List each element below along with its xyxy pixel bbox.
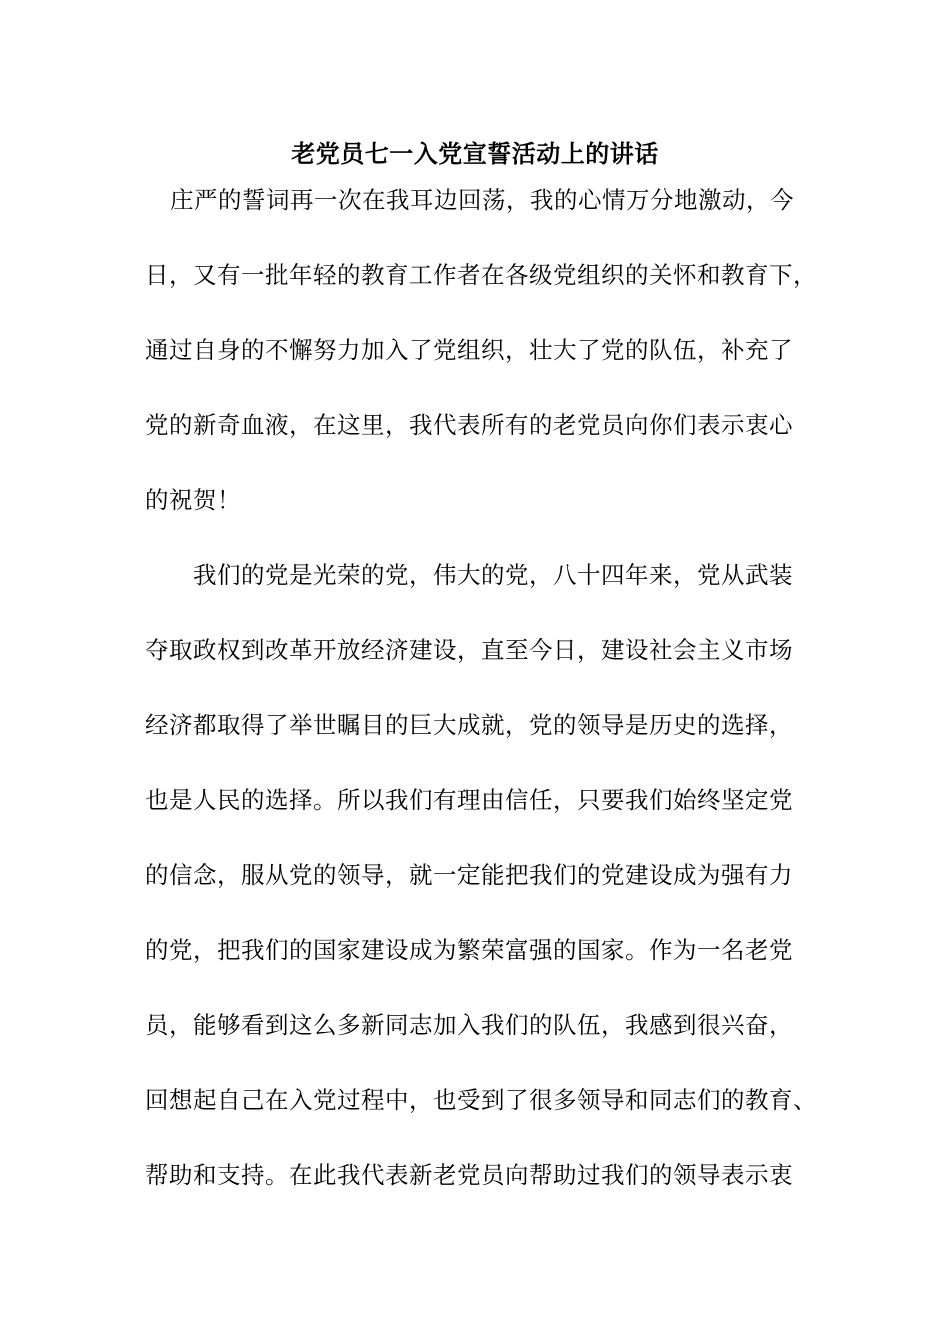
paragraph-2-line-8: 回想起自己在入党过程中，也受到了很多领导和同志们的教育、 [145, 1086, 817, 1114]
paragraph-1-line-5: 的祝贺！ [145, 486, 241, 514]
paragraph-2-line-1: 我们的党是光荣的党，伟大的党，八十四年来，党从武装 [193, 561, 793, 589]
paragraph-1-line-2: 日，又有一批年轻的教育工作者在各级党组织的关怀和教育下， [145, 261, 817, 289]
paragraph-1-line-1: 庄严的誓词再一次在我耳边回荡，我的心情万分地激动，今 [170, 186, 794, 214]
paragraph-2-line-4: 也是人民的选择。所以我们有理由信任，只要我们始终坚定党 [145, 786, 793, 814]
paragraph-2-line-9: 帮助和支持。在此我代表新老党员向帮助过我们的领导表示衷 [145, 1161, 793, 1189]
paragraph-2-line-6: 的党，把我们的国家建设成为繁荣富强的国家。作为一名老党 [145, 936, 793, 964]
paragraph-2-line-5: 的信念，服从党的领导，就一定能把我们的党建设成为强有力 [145, 861, 793, 889]
paragraph-2-line-3: 经济都取得了举世瞩目的巨大成就，党的领导是历史的选择， [145, 711, 793, 739]
document-title: 老党员七一入党宣誓活动上的讲话 [291, 139, 659, 168]
paragraph-1-line-3: 通过自身的不懈努力加入了党组织，壮大了党的队伍，补充了 [145, 336, 793, 364]
paragraph-2-line-7: 员，能够看到这么多新同志加入我们的队伍，我感到很兴奋， [145, 1011, 793, 1039]
paragraph-1-line-4: 党的新奇血液，在这里，我代表所有的老党员向你们表示衷心 [145, 411, 793, 439]
paragraph-2-line-2: 夺取政权到改革开放经济建设，直至今日，建设社会主义市场 [145, 636, 793, 664]
